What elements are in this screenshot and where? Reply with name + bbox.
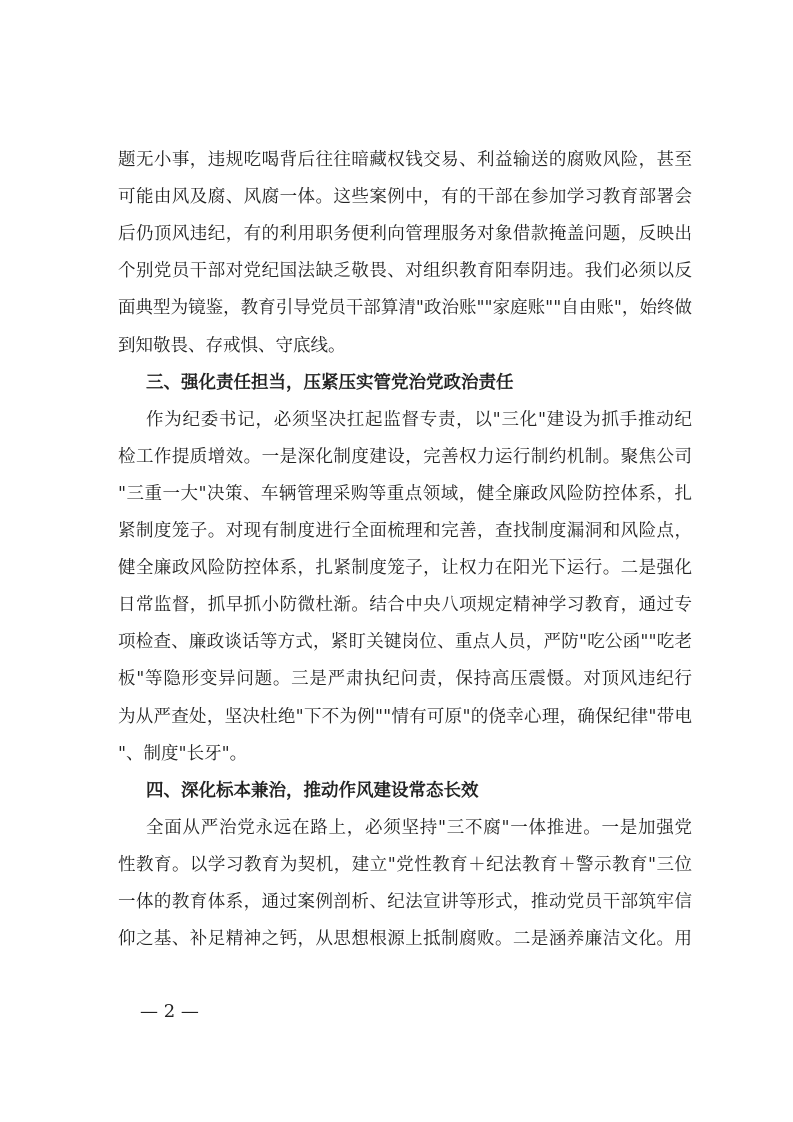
- text-line: "、制度"长牙"。: [118, 743, 248, 764]
- text-line: 全面从严治党永远在路上，必须坚持"三不腐"一体推进。一是加强党: [146, 817, 692, 838]
- text-line: 项检查、廉政谈话等方式，紧盯关键岗位、重点人员，严防"吃公函""吃老: [118, 632, 692, 653]
- text-line: 板"等隐形变异问题。三是严肃执纪问责，保持高压震慑。对顶风违纪行: [118, 669, 692, 690]
- text-line: 紧制度笼子。对现有制度进行全面梳理和完善，查找制度漏洞和风险点，: [118, 521, 692, 541]
- text-line: 性教育。以学习教育为契机，建立"党性教育＋纪法教育＋警示教育"三位: [118, 854, 692, 875]
- text-line: 仰之基、补足精神之钙，从思想根源上抵制腐败。二是涵养廉洁文化。用: [118, 929, 692, 950]
- text-line: 题无小事，违规吃喝背后往往暗藏权钱交易、利益输送的腐败风险，甚至: [118, 150, 692, 170]
- text-line: 健全廉政风险防控体系，扎紧制度笼子，让权力在阳光下运行。二是强化: [118, 558, 692, 579]
- text-line: "三重一大"决策、车辆管理采购等重点领域，健全廉政风险防控体系，扎: [118, 483, 692, 504]
- text-line: 后仍顶风违纪，有的利用职务便利向管理服务对象借款掩盖问题，反映出: [118, 224, 692, 245]
- section-heading: 三、强化责任担当，压紧压实管党治党政治责任: [146, 372, 514, 393]
- text-line: 个别党员干部对党纪国法缺乏敬畏、对组织教育阳奉阴违。我们必须以反: [118, 261, 692, 282]
- text-line: 为从严查处，坚决杜绝"下不为例""情有可原"的侥幸心理，确保纪律"带电: [118, 706, 692, 727]
- text-line: 一体的教育体系，通过案例剖析、纪法宣讲等形式，推动党员干部筑牢信: [118, 892, 692, 912]
- text-line: 到知敬畏、存戒惧、守底线。: [118, 335, 346, 356]
- text-line: 面典型为镜鉴，教育引导党员干部算清"政治账""家庭账""自由账"，始终做: [118, 298, 692, 319]
- text-line: 日常监督，抓早抓小防微杜渐。结合中央八项规定精神学习教育，通过专: [118, 595, 692, 616]
- section-heading: 四、深化标本兼治，推动作风建设常态长效: [146, 780, 479, 801]
- text-line: 作为纪委书记，必须坚决扛起监督专责，以"三化"建设为抓手推动纪: [146, 409, 692, 430]
- text-line: 可能由风及腐、风腐一体。这些案例中，有的干部在参加学习教育部署会: [118, 187, 692, 208]
- text-line: 检工作提质增效。一是深化制度建设，完善权力运行制约机制。聚焦公司: [118, 446, 692, 467]
- page-number: — 2 —: [140, 1001, 199, 1022]
